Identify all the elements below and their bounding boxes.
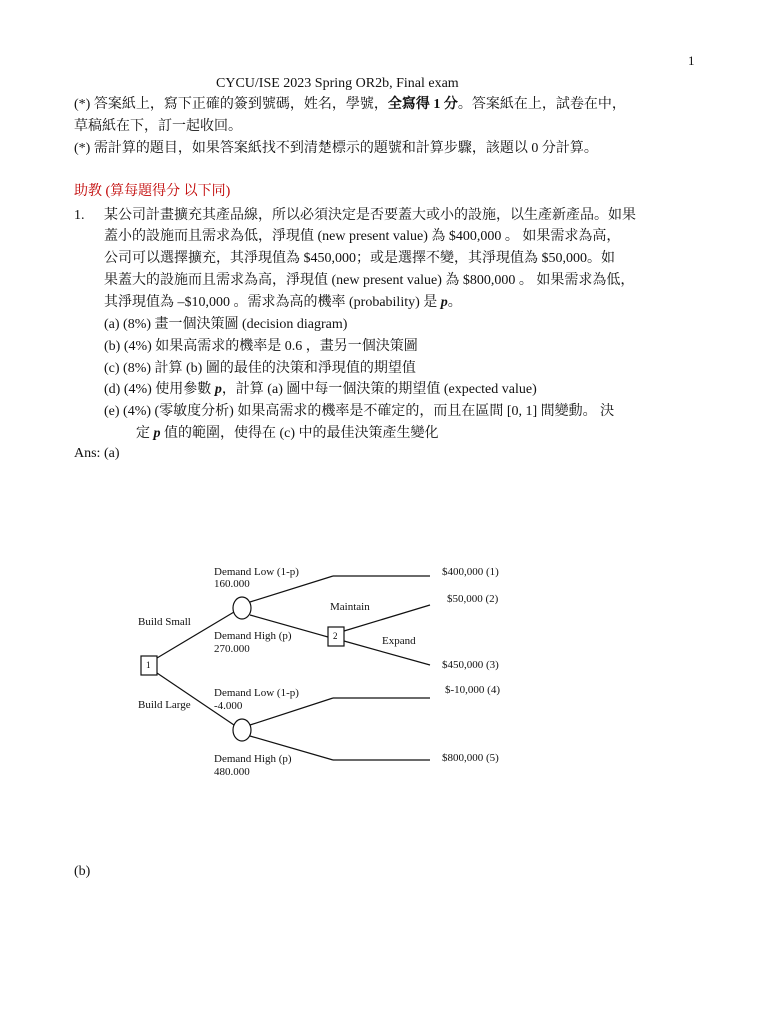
note-answer-sheet-text: (*) 答案紙上，寫下正確的簽到號碼，姓名，學號，	[74, 97, 388, 112]
demand-high-small-value: 270.000	[214, 643, 250, 655]
question-line-5	[104, 294, 462, 312]
note-answer-sheet	[74, 96, 626, 114]
demand-low-small-value: 160.000	[214, 578, 250, 590]
question-line-5-tail: 。	[447, 295, 462, 310]
demand-high-large-value: 480.000	[214, 766, 250, 778]
question-line-1: 某公司計畫擴充其產品線，所以必須決定是否要蓋大或小的設施，以生產新產品。如果	[104, 208, 636, 223]
subquestion-d-p: p	[214, 382, 222, 397]
subquestion-e-tail: 值的範圍，使得在 (c) 中的最佳決策產生變化	[160, 426, 439, 441]
ta-note: 助教 (算每題得分 以下同)	[74, 184, 231, 199]
subquestion-e: (e) (4%) (零敏度分析) 如果高需求的機率是不確定的，而且在區間 [0, 1] 間變動。 決	[104, 404, 615, 419]
outcome-3: $450,000 (3)	[442, 659, 499, 671]
build-large-label: Build Large	[138, 699, 191, 711]
note-answer-sheet-bold: 全寫得 1 分	[387, 97, 458, 112]
chance-node-large	[233, 719, 251, 741]
outcome-4: $-10,000 (4)	[445, 684, 500, 696]
outcome-2: $50,000 (2)	[447, 593, 499, 605]
answer-label: Ans: (a)	[74, 446, 120, 461]
demand-low-large-value: -4.000	[214, 700, 243, 712]
build-small-label: Build Small	[138, 616, 191, 628]
expand-label: Expand	[382, 635, 416, 647]
edge-demand-low-large	[250, 698, 333, 725]
edge-demand-low-small	[250, 576, 333, 602]
note-answer-sheet-tail: 。答案紙在上，試卷在中，	[457, 97, 626, 112]
outcome-1: $400,000 (1)	[442, 566, 499, 578]
subquestion-a: (a) (8%) 畫一個決策圖 (decision diagram)	[104, 317, 348, 332]
demand-low-large-label: Demand Low (1-p)	[214, 687, 299, 699]
demand-high-large-label: Demand High (p)	[214, 753, 292, 765]
question-line-3: 公司可以選擇擴充，其淨現值為 $450,000；或是選擇不變，其淨現值為 $50,000。如	[104, 251, 615, 266]
demand-low-small-label: Demand Low (1-p)	[214, 566, 299, 578]
probability-symbol: p	[440, 295, 448, 310]
subquestion-d	[104, 381, 537, 399]
part-b-label: (b)	[74, 864, 91, 879]
subquestion-e-text: 定	[136, 426, 154, 441]
decision-node-1-label: 1	[146, 660, 151, 670]
chance-node-small	[233, 597, 251, 619]
subquestion-e-p: p	[153, 426, 161, 441]
page-title: CYCU/ISE 2023 Spring OR2b, Final exam	[216, 76, 459, 91]
question-number: 1.	[74, 208, 85, 223]
subquestion-c: (c) (8%) 計算 (b) 圖的最佳的決策和淨現值的期望值	[104, 361, 416, 376]
decision-node-2-label: 2	[333, 631, 338, 641]
subquestion-e-cont	[136, 425, 439, 443]
decision-tree	[0, 555, 768, 815]
maintain-label: Maintain	[330, 601, 370, 613]
outcome-5: $800,000 (5)	[442, 752, 499, 764]
subquestion-d-text: (d) (4%) 使用參數	[104, 382, 215, 397]
note-answer-sheet-cont: 草稿紙在下，訂一起收回。	[74, 119, 242, 134]
demand-high-small-label: Demand High (p)	[214, 630, 292, 642]
page-number: 1	[688, 53, 695, 68]
subquestion-d-tail: ，計算 (a) 圖中每一個決策的期望值 (expected value)	[221, 382, 537, 397]
question-line-5-text: 其淨現值為 –$10,000 。需求為高的機率 (probability) 是	[104, 295, 441, 310]
subquestion-b: (b) (4%) 如果高需求的機率是 0.6 ，畫另一個決策圖	[104, 339, 418, 354]
note-calculation: (*) 需計算的題目，如果答案紙找不到清楚標示的題號和計算步驟，該題以 0 分計算。	[74, 141, 598, 156]
question-line-2: 蓋小的設施而且需求為低，淨現值 (new present value) 為 $400,000 。 如果需求為高，	[104, 229, 621, 244]
question-line-4: 果蓋大的設施而且需求為高，淨現值 (new present value) 為 $800,000 。 如果需求為低，	[104, 273, 635, 288]
